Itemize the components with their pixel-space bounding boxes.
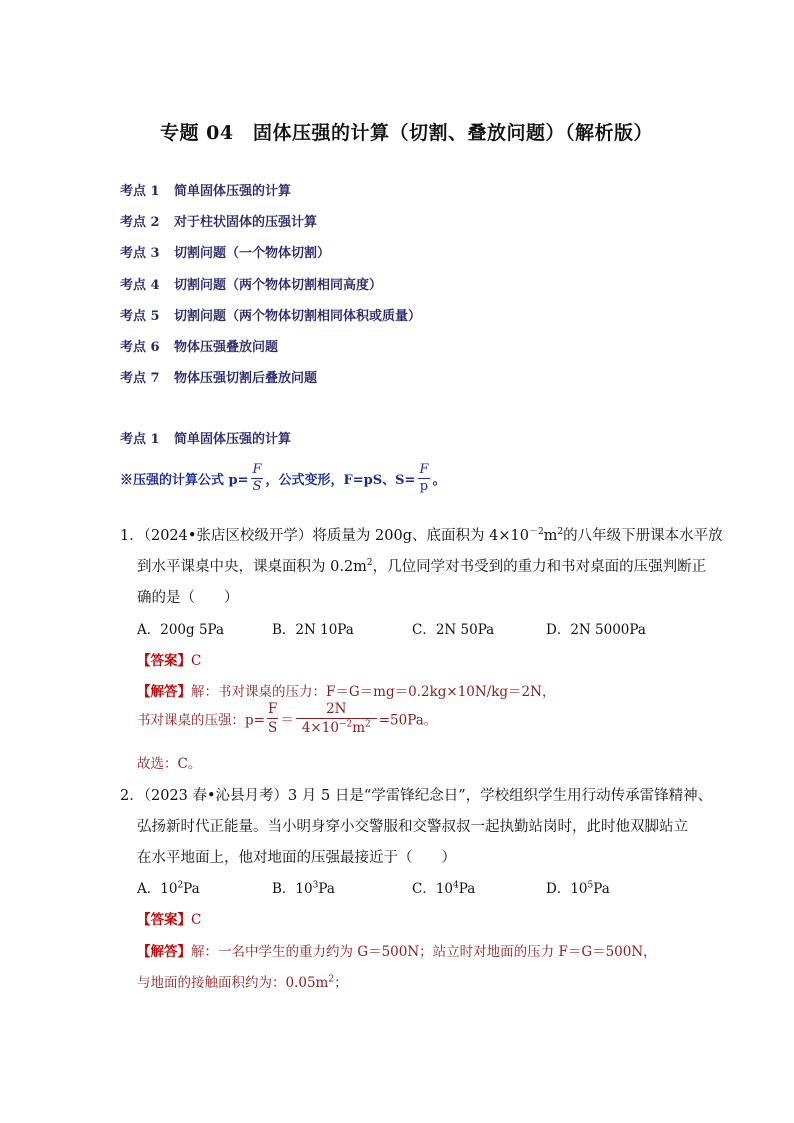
q1-exponent: －2 xyxy=(528,527,544,538)
q1-unit: m xyxy=(543,528,558,544)
option-exponent: 3 xyxy=(312,880,319,891)
den-text: 4×10 xyxy=(301,720,339,736)
q2-solution-line xyxy=(137,971,348,991)
q1-answer xyxy=(137,649,201,669)
question-1-line: 确的是（ ） xyxy=(137,590,239,606)
den-unit: m xyxy=(352,720,366,736)
formula-fraction xyxy=(251,462,264,495)
q1-solution xyxy=(137,680,555,700)
solution-label: 【解答】 xyxy=(137,944,191,960)
option-unit: Pa xyxy=(318,881,335,897)
pressure-formula xyxy=(120,462,445,502)
fraction-numerator: F xyxy=(252,462,262,477)
toc-item xyxy=(120,211,317,230)
toc-text: 对于柱状固体的压强计算 xyxy=(174,215,318,230)
toc-tag: 考点 3 xyxy=(120,246,160,261)
q1-calculation xyxy=(137,700,437,744)
q1-option-b: B．2N 10Pa xyxy=(272,622,354,638)
toc-text: 切割问题（两个物体切割相同高度） xyxy=(174,278,383,293)
question-1-line xyxy=(120,524,723,545)
toc-text: 简单固体压强的计算 xyxy=(174,184,292,199)
fraction-denominator: S xyxy=(268,720,278,736)
fraction-numerator: F xyxy=(267,701,278,717)
toc-tag: 考点 6 xyxy=(120,340,160,355)
toc-item xyxy=(120,180,291,199)
question-1-line xyxy=(137,555,706,576)
q1-unit-exponent: 2 xyxy=(557,527,564,538)
q2-solution xyxy=(137,940,657,960)
answer-label: 【答案】 xyxy=(137,653,191,669)
answer-value: C xyxy=(191,912,202,928)
option-unit: Pa xyxy=(183,881,200,897)
toc-tag: 考点 1 xyxy=(120,184,160,199)
solution-text: 解：书对课桌的压力：F＝G＝mg＝0.2kg×10N/kg＝2N， xyxy=(191,684,556,700)
page-title: 专题 04 固体压强的计算（切割、叠放问题）（解析版） xyxy=(160,122,654,144)
toc-item xyxy=(120,274,382,293)
toc-text: 切割问题（两个物体切割相同体积或质量） xyxy=(174,309,422,324)
den-exponent: −2 xyxy=(338,719,353,730)
fraction-denominator: S xyxy=(252,479,262,494)
answer-label: 【答案】 xyxy=(137,912,191,928)
section-heading xyxy=(120,428,291,447)
option-text: D．10 xyxy=(546,881,588,897)
toc-text: 物体压强切割后叠放问题 xyxy=(174,371,318,386)
calc-fraction xyxy=(267,700,278,737)
option-text: A．10 xyxy=(137,881,178,897)
question-2-line: 在水平地面上，他对地面的压强最接近于（ ） xyxy=(137,850,456,866)
q1-text: 的八年级下册课本水平放 xyxy=(563,528,723,544)
toc-tag: 考点 2 xyxy=(120,215,160,230)
q2-option-a xyxy=(137,877,200,897)
q1-text: 1．（2024•张店区校级开学）将质量为 200g、底面积为 4×10 xyxy=(120,528,529,544)
toc-text: 物体压强叠放问题 xyxy=(174,340,279,355)
question-2-line: 2．（2023 春•沁县月考）3 月 5 日是“学雷锋纪念日”，学校组织学生用行动传承雷锋精神、 xyxy=(120,788,713,804)
question-2-line: 弘扬新时代正能量。当小明身穿小交警服和交警叔叔一起执勤站岗时，此时他双脚站立 xyxy=(137,819,688,835)
formula-fraction xyxy=(417,462,430,495)
calc-equals: ＝ xyxy=(280,712,294,729)
calc-result: =50Pa。 xyxy=(378,712,438,729)
q2-option-b xyxy=(272,877,335,897)
solution-text: ； xyxy=(334,975,348,991)
formula-suffix: 。 xyxy=(432,473,446,488)
q1-text: ，几位同学对书受到的重力和书对桌面的压强判断正 xyxy=(372,559,707,575)
option-text: B．10 xyxy=(272,881,313,897)
option-unit: Pa xyxy=(458,881,476,897)
q1-unit-exponent: 2 xyxy=(366,558,373,569)
toc-tag: 考点 5 xyxy=(120,309,160,324)
q2-option-d xyxy=(546,877,610,897)
den-unit-exponent: 2 xyxy=(365,719,371,730)
q2-option-c xyxy=(412,877,475,897)
calc-prefix: 书对课桌的压强：p= xyxy=(137,712,265,729)
fraction-numerator: F xyxy=(419,462,429,477)
q2-answer xyxy=(137,908,201,928)
q1-conclusion: 故选：C。 xyxy=(137,756,202,772)
answer-value: C xyxy=(191,653,202,669)
solution-label: 【解答】 xyxy=(137,684,191,700)
q1-text: 到水平课桌中央，课桌面积为 0.2m xyxy=(137,559,367,575)
option-exponent: 5 xyxy=(587,880,594,891)
calc-fraction xyxy=(296,700,377,737)
q1-option-a: A．200g 5Pa xyxy=(137,622,225,638)
fraction-numerator: 2N xyxy=(326,701,347,717)
toc-item xyxy=(120,367,317,386)
option-exponent: 4 xyxy=(453,880,459,891)
toc-tag: 考点 7 xyxy=(120,371,160,386)
solution-text: 解：一名中学生的重力约为 G＝500N；站立时对地面的压力 F＝G＝500N， xyxy=(191,944,657,960)
toc-item xyxy=(120,336,278,355)
q1-option-d: D．2N 5000Pa xyxy=(546,622,646,638)
toc-text: 切割问题（一个物体切割） xyxy=(174,246,331,261)
toc-item xyxy=(120,305,421,324)
toc-item xyxy=(120,242,330,261)
solution-text: 与地面的接触面积约为：0.05m xyxy=(137,975,329,991)
section-tag: 考点 1 xyxy=(120,432,160,447)
q1-option-c: C．2N 50Pa xyxy=(412,622,495,638)
toc-tag: 考点 4 xyxy=(120,278,160,293)
section-text: 简单固体压强的计算 xyxy=(174,432,292,447)
formula-middle: ，公式变形，F=pS、S= xyxy=(265,473,416,488)
formula-prefix: ※压强的计算公式 p= xyxy=(120,473,249,488)
option-unit: Pa xyxy=(593,881,610,897)
option-text: C．10 xyxy=(412,881,454,897)
option-exponent: 2 xyxy=(177,880,184,891)
fraction-denominator xyxy=(296,718,377,737)
fraction-denominator: p xyxy=(419,479,429,494)
solution-exponent: 2 xyxy=(328,974,335,985)
